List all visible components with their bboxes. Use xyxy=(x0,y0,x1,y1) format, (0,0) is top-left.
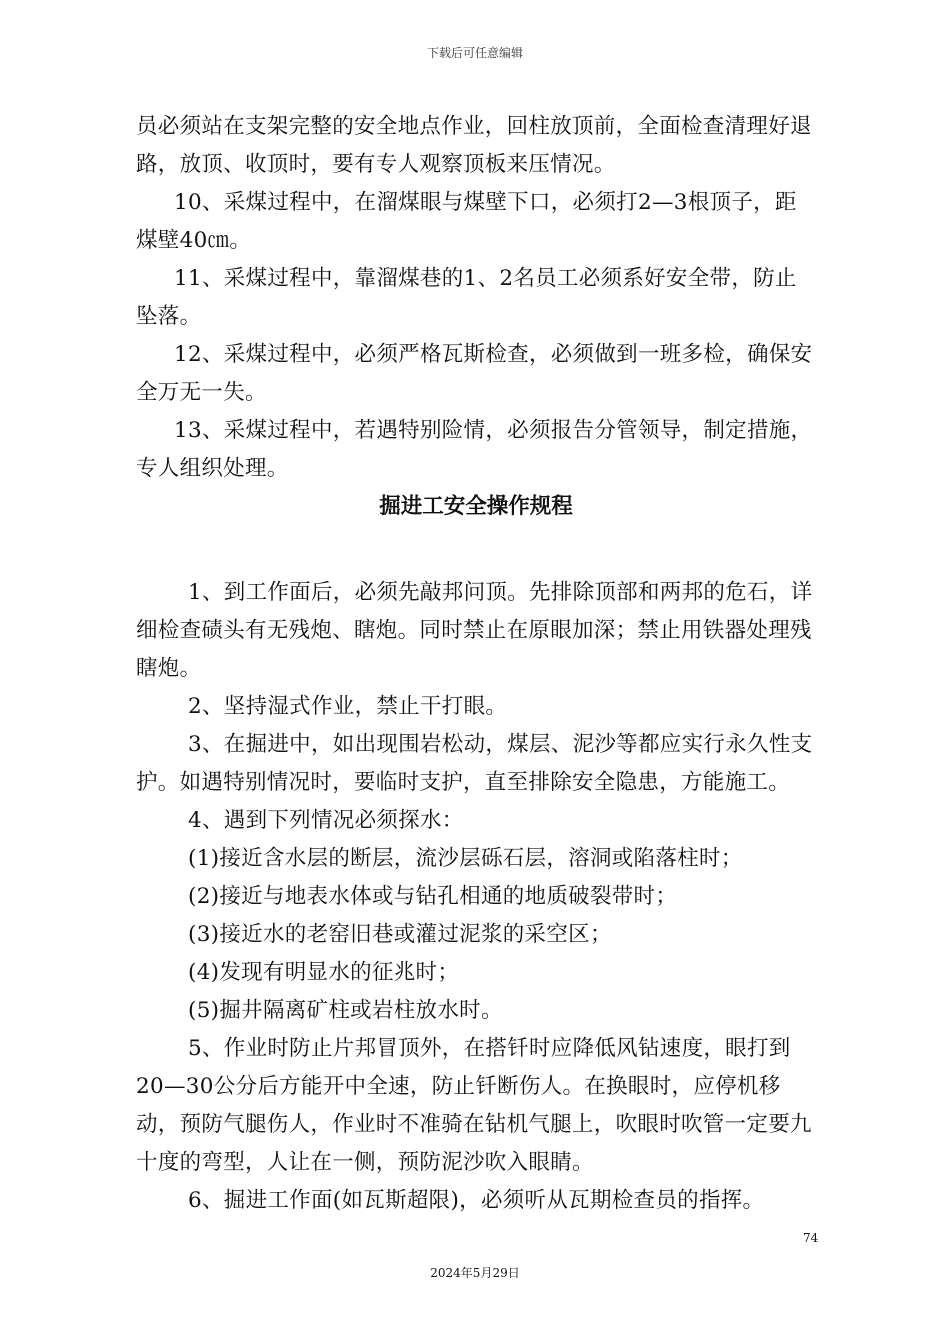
sub-item-2: (2)接近与地表水体或与钻孔相通的地质破裂带时； xyxy=(188,884,678,909)
page-number: 74 xyxy=(803,1231,819,1245)
section-title: 掘进工安全操作规程 xyxy=(379,494,573,519)
paragraph-item-11: 11、采煤过程中，靠溜煤巷的1、2名员工必须系好安全带，防止坠落。 xyxy=(136,266,797,329)
footer-date: 2024年5月29日 xyxy=(430,1266,520,1280)
paragraph-continuation: 员必须站在支架完整的安全地点作业，回柱放顶前，全面检查清理好退路，放顶、收顶时，要有专人观察顶板来压情况。 xyxy=(136,114,812,177)
page-header: 下载后可任意编辑 xyxy=(426,46,523,60)
paragraph-rule-1: 1、到工作面后，必须先敲邦问顶。先排除顶部和两邦的危石，详细检查碛头有无残炮、瞎炮。同时禁止在原眼加深；禁止用铁器处理残瞎炮。 xyxy=(136,580,813,681)
paragraph-rule-3: 3、在掘进中，如出现围岩松动，煤层、泥沙等都应实行永久性支护。如遇特别情况时，要临时支护，直至排除安全隐患，方能施工。 xyxy=(136,732,813,795)
paragraph-rule-6: 6、掘进工作面(如瓦斯超限)，必须听从瓦期检查员的指挥。 xyxy=(188,1188,765,1213)
paragraph-rule-4: 4、遇到下列情况必须探水： xyxy=(188,808,464,833)
paragraph-item-12: 12、采煤过程中，必须严格瓦斯检查，必须做到一班多检，确保安全万无一失。 xyxy=(136,342,813,405)
sub-item-4: (4)发现有明显水的征兆时； xyxy=(188,960,460,985)
sub-item-5: (5)掘井隔离矿柱或岩柱放水时。 xyxy=(188,998,503,1023)
document-body xyxy=(136,108,816,1220)
sub-item-1: (1)接近含水层的断层，流沙层砾石层，溶洞或陷落柱时； xyxy=(188,846,743,871)
paragraph-item-13: 13、采煤过程中，若遇特别险情，必须报告分管领导，制定措施，专人组织处理。 xyxy=(136,418,813,481)
paragraph-rule-5: 5、作业时防止片邦冒顶外，在搭钎时应降低风钻速度，眼打到20—30公分后方能开中全速，防止钎断伤人。在换眼时，应停机移动，预防气腿伤人，作业时不准骑在钻机气腿上，吹眼时吹管一定要九十度的弯型，人让在一侧，预防泥沙吹入眼睛。 xyxy=(136,1036,812,1175)
sub-item-3: (3)接近水的老窑旧巷或灌过泥浆的采空区； xyxy=(188,922,612,947)
paragraph-item-10: 10、采煤过程中，在溜煤眼与煤壁下口，必须打2—3根顶子，距煤壁40㎝。 xyxy=(136,190,797,253)
paragraph-rule-2: 2、坚持湿式作业，禁止干打眼。 xyxy=(188,694,508,719)
